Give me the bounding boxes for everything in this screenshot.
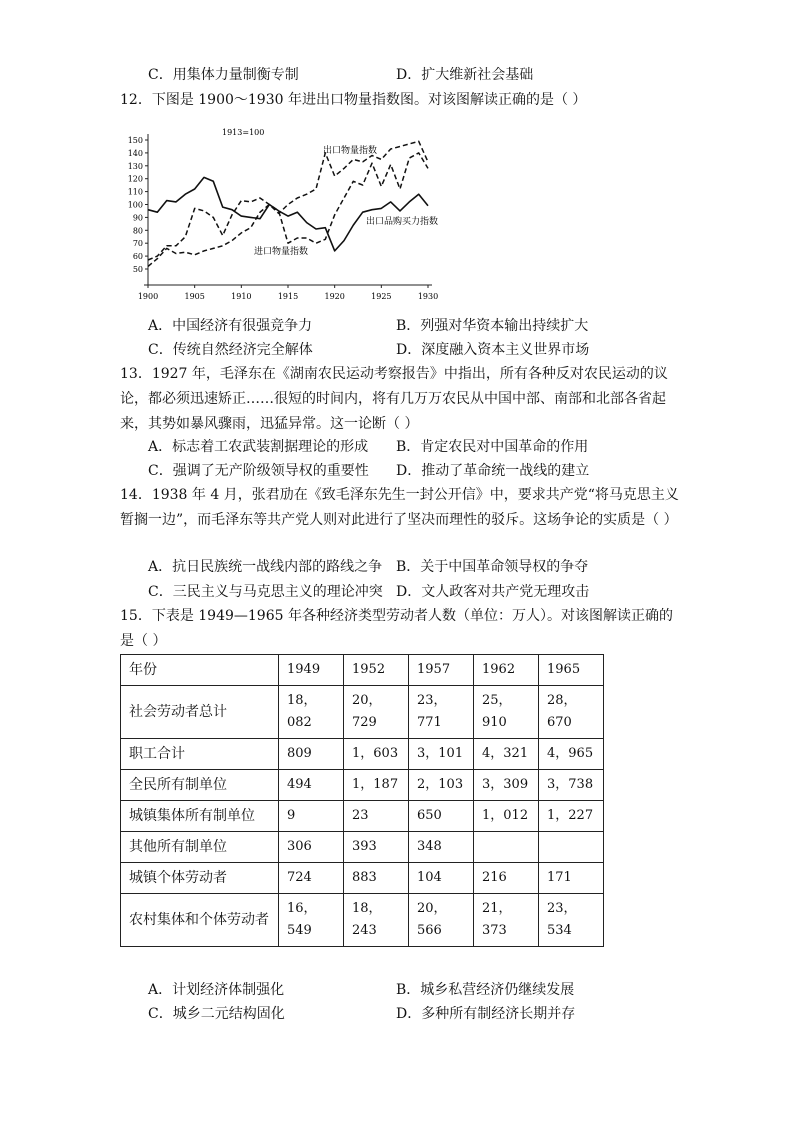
y-tick-label: 140 bbox=[127, 148, 143, 158]
table-cell bbox=[474, 832, 539, 863]
table-cell: 3，309 bbox=[474, 770, 539, 801]
table-cell: 2，103 bbox=[409, 770, 474, 801]
table-row bbox=[121, 770, 604, 801]
table-cell: 1，227 bbox=[539, 801, 604, 832]
table-cell: 全民所有制单位 bbox=[121, 770, 279, 801]
y-tick-label: 150 bbox=[127, 136, 143, 145]
q15-option-a[interactable]: A．计划经济体制强化 bbox=[148, 982, 285, 998]
table-row bbox=[121, 686, 604, 739]
table-cell: 16， 549 bbox=[279, 894, 344, 947]
q15-option-b[interactable]: B．城乡私营经济仍继续发展 bbox=[396, 982, 575, 998]
table-header-cell: 1965 bbox=[539, 655, 604, 686]
x-tick-label: 1905 bbox=[184, 292, 205, 301]
table-cell: 18， 243 bbox=[344, 894, 409, 947]
y-tick-label: 100 bbox=[127, 200, 143, 210]
table-cell: 9 bbox=[279, 801, 344, 832]
table-cell: 4，965 bbox=[539, 739, 604, 770]
q14-option-b[interactable]: B．关于中国革命领导权的争夺 bbox=[396, 559, 589, 575]
legend-export-volume: 出口物量指数 bbox=[323, 146, 378, 156]
y-tick-label: 80 bbox=[132, 226, 143, 236]
q14-option-d[interactable]: D．文人政客对共产党无理攻击 bbox=[396, 584, 590, 600]
table-cell: 25， 910 bbox=[474, 686, 539, 739]
q11-option-c[interactable]: C．用集体力量制衡专制 bbox=[148, 67, 299, 83]
q14-stem: 14．1938 年 4 月，张君劢在《致毛泽东先生一封公开信》中，要求共产党“将马克思主义暂搁一边”，而毛泽东等共产党人则对此进行了坚决而理性的驳斥。这场争论的实质是（ ） bbox=[120, 487, 679, 528]
table-cell: 其他所有制单位 bbox=[121, 832, 279, 863]
y-tick-label: 90 bbox=[132, 213, 143, 223]
table-cell: 1，012 bbox=[474, 801, 539, 832]
y-tick-label: 60 bbox=[132, 252, 143, 262]
legend-export-purchasing-power: 出口品购买力指数 bbox=[366, 217, 439, 227]
table-cell: 1，603 bbox=[344, 739, 409, 770]
table-cell: 3，101 bbox=[409, 739, 474, 770]
q13-option-b[interactable]: B．肯定农民对中国革命的作用 bbox=[396, 439, 589, 455]
table-cell: 809 bbox=[279, 739, 344, 770]
table-header-row bbox=[121, 655, 604, 686]
table-cell bbox=[539, 832, 604, 863]
table-cell: 20， 729 bbox=[344, 686, 409, 739]
table-cell: 18， 082 bbox=[279, 686, 344, 739]
table-cell: 城镇个体劳动者 bbox=[121, 863, 279, 894]
q11-option-d[interactable]: D．扩大维新社会基础 bbox=[396, 67, 534, 83]
table-header-cell: 1962 bbox=[474, 655, 539, 686]
table-cell: 104 bbox=[409, 863, 474, 894]
trade-index-chart bbox=[120, 126, 445, 316]
q15-stem: 15．下表是 1949—1965 年各种经济类型劳动者人数（单位：万人）。对该图解读正确的是（ ） bbox=[120, 608, 673, 649]
table-cell: 348 bbox=[409, 832, 474, 863]
table-cell: 171 bbox=[539, 863, 604, 894]
x-tick-label: 1915 bbox=[277, 292, 299, 301]
q14-option-a[interactable]: A．抗日民族统一战线内部的路线之争 bbox=[148, 559, 383, 575]
q12-option-d[interactable]: D．深度融入资本主义世界市场 bbox=[396, 342, 590, 358]
q13-option-a[interactable]: A．标志着工农武装割据理论的形成 bbox=[148, 439, 369, 455]
table-row bbox=[121, 863, 604, 894]
table-header-cell: 年份 bbox=[121, 655, 279, 686]
q15-option-d[interactable]: D．多种所有制经济长期并存 bbox=[396, 1006, 576, 1022]
table-cell: 724 bbox=[279, 863, 344, 894]
table-cell: 3，738 bbox=[539, 770, 604, 801]
table-cell: 216 bbox=[474, 863, 539, 894]
table-cell: 28， 670 bbox=[539, 686, 604, 739]
table-cell: 23， 534 bbox=[539, 894, 604, 947]
q12-option-c[interactable]: C．传统自然经济完全解体 bbox=[148, 342, 313, 358]
table-row bbox=[121, 832, 604, 863]
table-row bbox=[121, 739, 604, 770]
table-cell: 494 bbox=[279, 770, 344, 801]
table-cell: 4，321 bbox=[474, 739, 539, 770]
table-header-cell: 1957 bbox=[409, 655, 474, 686]
table-cell: 城镇集体所有制单位 bbox=[121, 801, 279, 832]
q12-option-a[interactable]: A．中国经济有很强竞争力 bbox=[148, 318, 313, 334]
y-tick-label: 120 bbox=[127, 174, 143, 184]
x-tick-label: 1930 bbox=[417, 292, 439, 301]
table-cell: 社会劳动者总计 bbox=[121, 686, 279, 739]
table-cell: 23， 771 bbox=[409, 686, 474, 739]
q12-option-b[interactable]: B．列强对华资本输出持续扩大 bbox=[396, 318, 589, 334]
series-line-2 bbox=[148, 177, 428, 251]
q13-option-c[interactable]: C．强调了无产阶级领导权的重要性 bbox=[148, 463, 369, 479]
y-tick-label: 70 bbox=[132, 239, 143, 249]
x-tick-label: 1925 bbox=[371, 292, 392, 301]
table-cell: 农村集体和个体劳动者 bbox=[121, 894, 279, 947]
labor-table bbox=[120, 654, 604, 947]
table-cell: 883 bbox=[344, 863, 409, 894]
q13-option-d[interactable]: D．推动了革命统一战线的建立 bbox=[396, 463, 590, 479]
legend-import-volume: 进口物量指数 bbox=[254, 247, 309, 257]
x-tick-label: 1910 bbox=[231, 292, 252, 301]
y-tick-label: 110 bbox=[127, 187, 143, 197]
x-tick-label: 1900 bbox=[137, 292, 159, 301]
x-tick-label: 1920 bbox=[324, 292, 345, 301]
table-cell: 职工合计 bbox=[121, 739, 279, 770]
chart-axes bbox=[144, 134, 432, 285]
table-cell: 1，187 bbox=[344, 770, 409, 801]
chart-title: 1913=100 bbox=[222, 128, 265, 137]
y-tick-label: 50 bbox=[132, 265, 143, 274]
q15-option-c[interactable]: C．城乡二元结构固化 bbox=[148, 1006, 285, 1022]
table-header-cell: 1949 bbox=[279, 655, 344, 686]
q13-stem: 13．1927 年，毛泽东在《湖南农民运动考察报告》中指出，所有各种反对农民运动的议论，都必须迅速矫正……很短的时间内，将有几万万农民从中国中部、南部和北部各省起来，其势如暴风骤雨，迅猛异常。这一论断（ ） bbox=[120, 366, 668, 432]
table-row bbox=[121, 894, 604, 947]
table-header-cell: 1952 bbox=[344, 655, 409, 686]
table-cell: 21， 373 bbox=[474, 894, 539, 947]
table-row bbox=[121, 801, 604, 832]
table-cell: 650 bbox=[409, 801, 474, 832]
table-cell: 306 bbox=[279, 832, 344, 863]
q14-option-c[interactable]: C．三民主义与马克思主义的理论冲突 bbox=[148, 584, 383, 600]
table-cell: 393 bbox=[344, 832, 409, 863]
q12-stem: 12．下图是 1900～1930 年进出口物量指数图。对该图解读正确的是（ ） bbox=[120, 92, 587, 108]
table-cell: 23 bbox=[344, 801, 409, 832]
series-line-1 bbox=[148, 153, 428, 260]
y-tick-label: 130 bbox=[127, 161, 143, 171]
table-cell: 20， 566 bbox=[409, 894, 474, 947]
